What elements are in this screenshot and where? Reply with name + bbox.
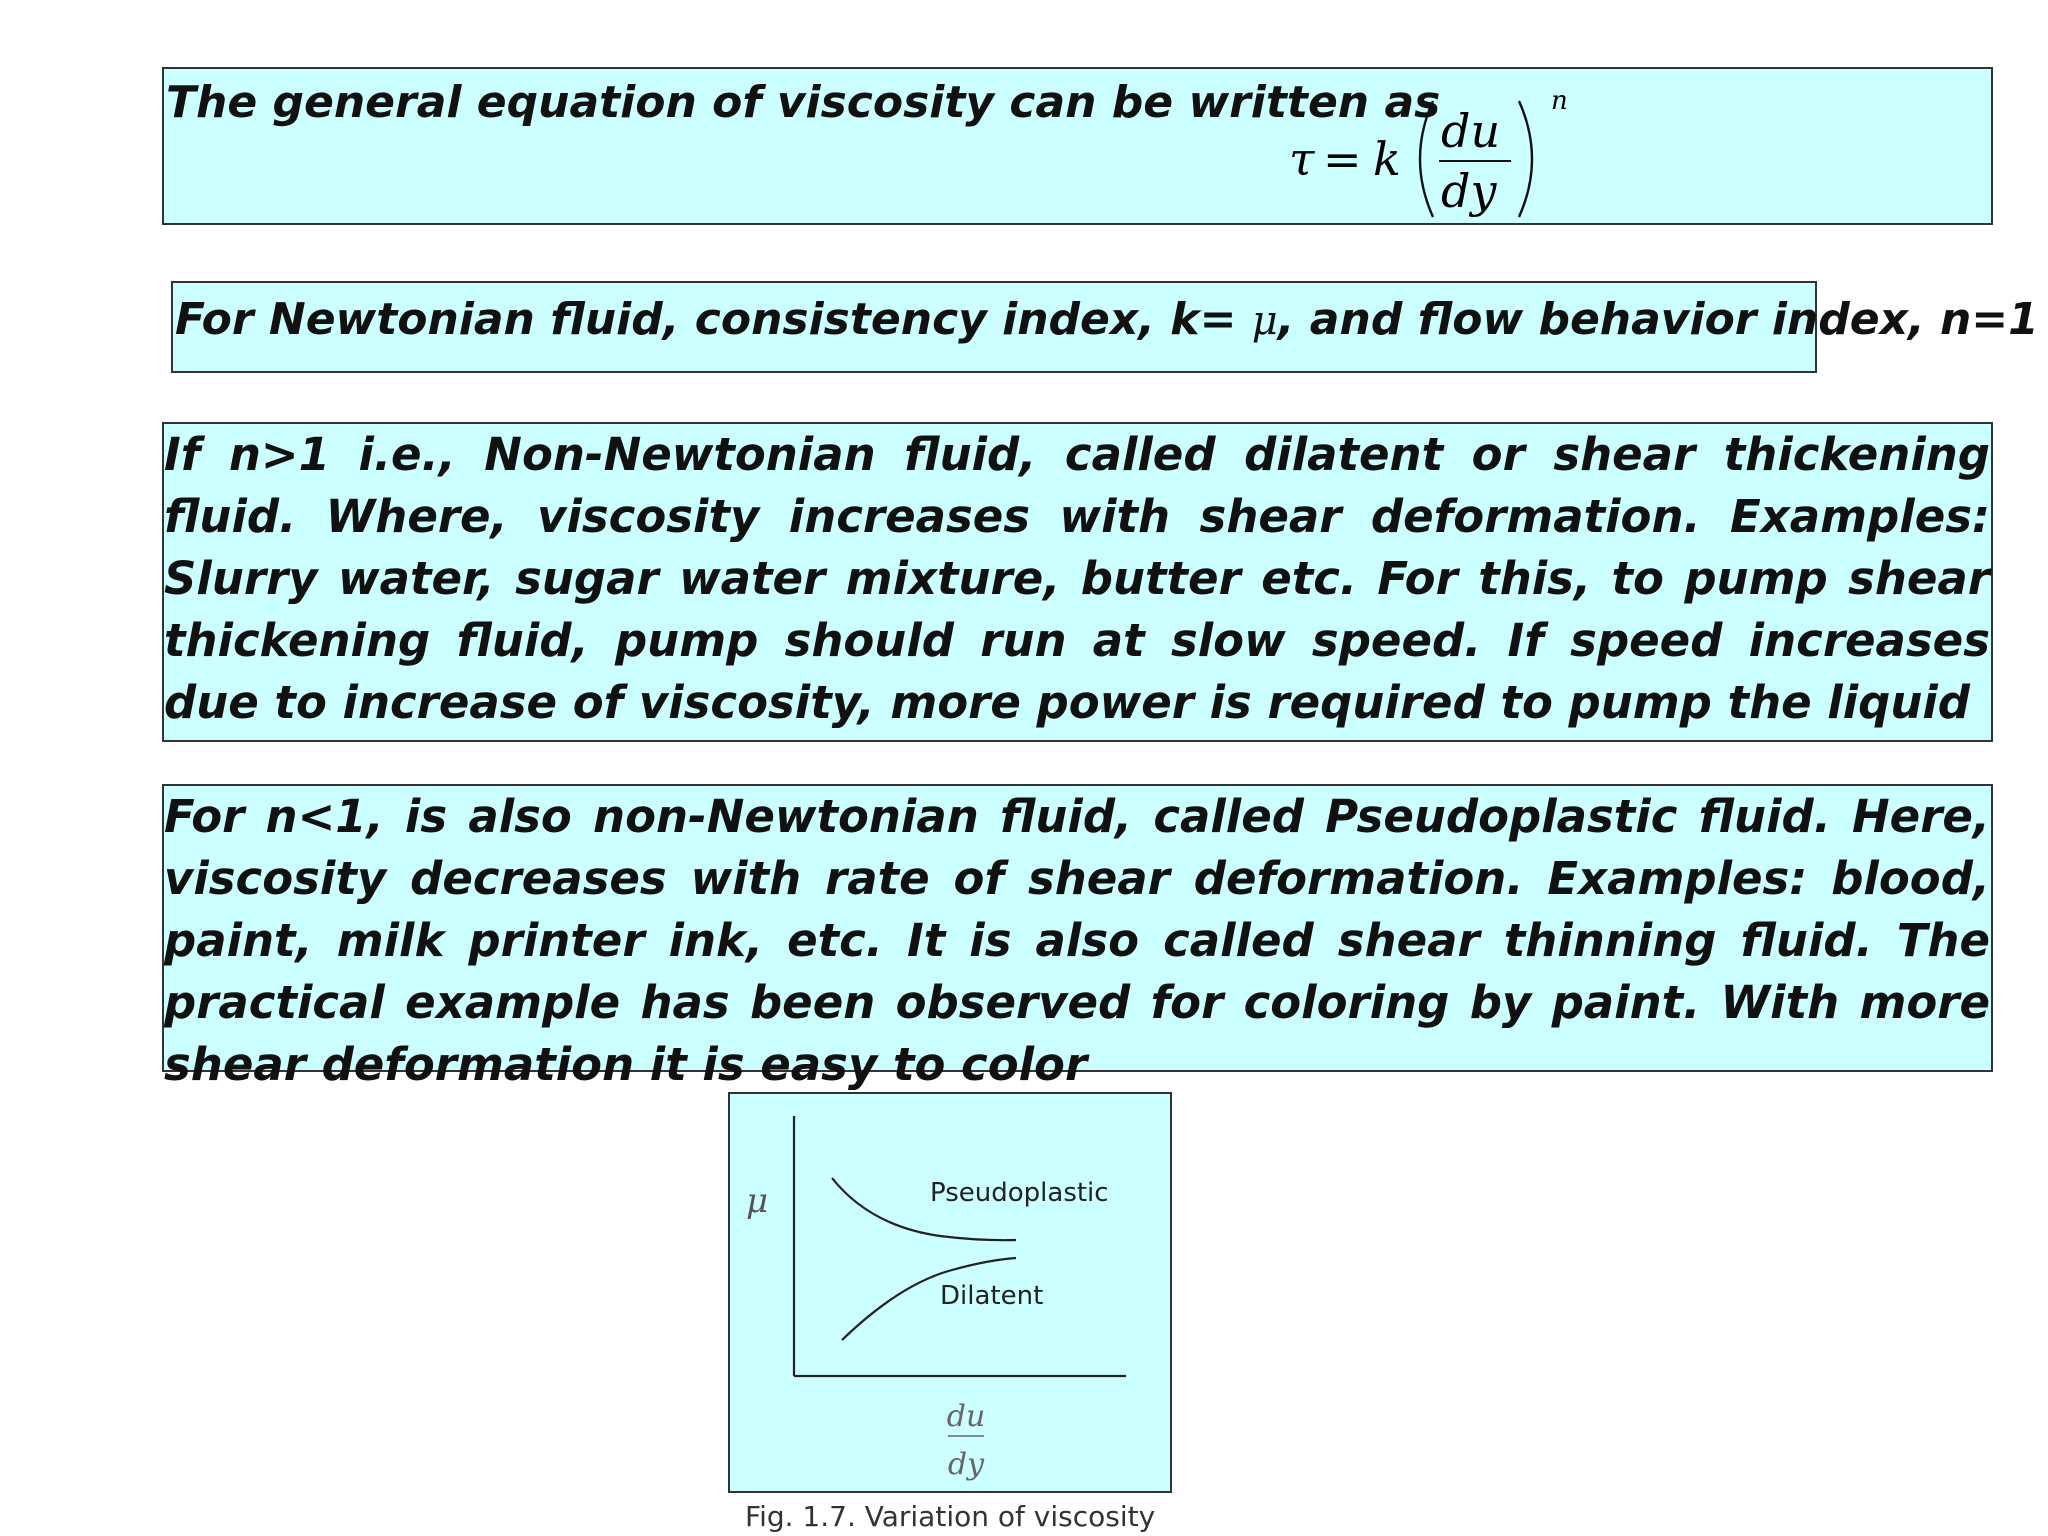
mu-symbol: μ — [1251, 298, 1278, 344]
newtonian-text-after: , and flow behavior index, n=1 — [1277, 294, 2039, 345]
dilatent-curve-label: Dilatent — [940, 1281, 1044, 1311]
equation-box — [162, 67, 1993, 225]
formula-k: k — [1373, 132, 1401, 186]
pseudoplastic-box — [162, 784, 1993, 1091]
formula-left-paren — [1420, 101, 1433, 217]
newtonian-box — [171, 281, 2039, 373]
formula-equals: = — [1323, 132, 1362, 186]
pseudoplastic-paragraph: For n<1, is also non-Newtonian fluid, called Pseudoplastic fluid. Here, viscosity decreases with rate of shear deformation. Examples: blood, paint, milk printer ink, etc. It is also called shear thinning fluid. The practical example has been observed for coloring by paint. With more shear deformation it is easy to color — [164, 790, 1990, 1091]
pseudoplastic-curve-label: Pseudoplastic — [930, 1178, 1109, 1208]
newtonian-text — [175, 289, 2039, 351]
viscosity-chart — [730, 1094, 1170, 1491]
formula-right-paren — [1519, 101, 1532, 217]
newtonian-text-before: For Newtonian fluid, consistency index, k= — [175, 294, 1252, 345]
figure-caption: Fig. 1.7. Variation of viscosity — [745, 1500, 1156, 1533]
formula-tau: τ — [1289, 132, 1315, 186]
x-axis-label-numerator: du — [946, 1399, 986, 1434]
dilatent-paragraph: If n>1 i.e., Non-Newtonian fluid, called dilatent or shear thickening fluid. Where, viscosity increases with shear deformation. Examples: Slurry water, sugar water mixture, butter etc. For this, to pump shear thickening fluid, pump should run at slow speed. If speed increases due to increase of viscosity, more power is required to pump the liquid — [164, 428, 1990, 729]
formula-exponent: n — [1551, 86, 1568, 116]
x-axis-label-denominator: dy — [947, 1447, 985, 1482]
formula-numerator: du — [1441, 104, 1501, 158]
viscosity-formula — [1289, 83, 1609, 219]
formula-denominator: dy — [1441, 164, 1497, 218]
dilatent-box — [162, 422, 1993, 742]
viscosity-figure — [728, 1092, 1172, 1493]
equation-intro-text: The general equation of viscosity can be written as — [166, 77, 1441, 128]
y-axis-label-mu: μ — [746, 1181, 769, 1221]
